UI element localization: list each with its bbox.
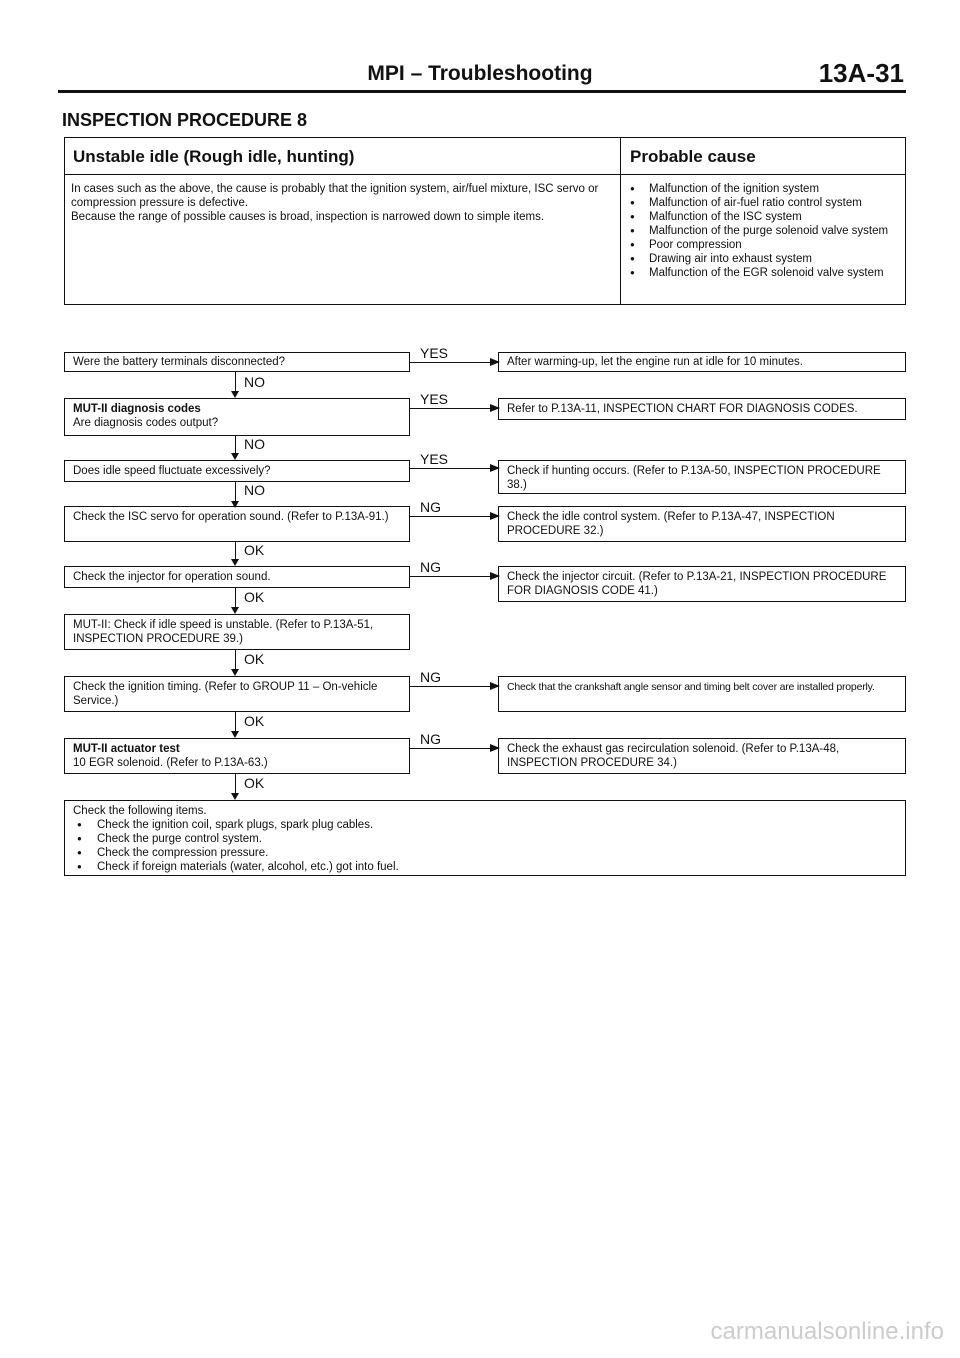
branch-label-ng: NG [420, 559, 441, 575]
flow-arrow-down [235, 588, 236, 612]
branch-label-ng: NG [420, 499, 441, 515]
branch-label-yes: YES [420, 451, 449, 467]
step-ignition-timing: Check the ignition timing. (Refer to GROUP 11 – On-vehicle Service.) [64, 676, 410, 712]
final-intro: Check the following items. [73, 805, 207, 817]
result-crank-sensor-check: Check that the crankshaft angle sensor and timing belt cover are installed properly. [498, 676, 906, 712]
branch-label-yes: YES [420, 391, 449, 407]
ng-arrow [410, 516, 498, 517]
cause-item: ● Poor compression [627, 238, 903, 252]
branch-label-no: NO [244, 482, 265, 498]
branch-label-no: NO [244, 436, 265, 452]
yes-arrow [410, 468, 498, 469]
flow-arrow-down [235, 712, 236, 736]
page-header-title: MPI – Troubleshooting [367, 62, 593, 85]
branch-label-yes: YES [420, 345, 449, 361]
final-check-item: ● Check the compression pressure. [73, 846, 897, 860]
result-injector-circuit: Check the injector circuit. (Refer to P.13A-21, INSPECTION PROCEDURE FOR DIAGNOSIS CODE 41.) [498, 566, 906, 602]
watermark: carmanualsonline.info [710, 1318, 944, 1345]
branch-label-ok: OK [244, 775, 265, 791]
ng-arrow [410, 748, 498, 749]
flow-arrow-down [235, 650, 236, 674]
symptom-heading: Unstable idle (Rough idle, hunting) [73, 147, 355, 166]
cause-item: ● Malfunction of the ignition system [627, 182, 903, 196]
branch-label-ng: NG [420, 731, 441, 747]
final-check-item: ● Check if foreign materials (water, alcohol, etc.) got into fuel. [73, 860, 897, 874]
cause-heading: Probable cause [630, 147, 756, 166]
flow-arrow-down [235, 372, 236, 396]
ng-arrow [410, 576, 498, 577]
final-check-item: ● Check the ignition coil, spark plugs, spark plug cables. [73, 818, 897, 832]
cause-item: ● Malfunction of the EGR solenoid valve system [627, 266, 903, 280]
flow-arrow-down [235, 774, 236, 798]
description-line-1: In cases such as the above, the cause is probably that the ignition system, air/fuel mixture, ISC servo or compression pressure is defective. [71, 183, 599, 209]
cause-item: ● Malfunction of the purge solenoid valve system [627, 224, 903, 238]
result-idle-control: Check the idle control system. (Refer to P.13A-47, INSPECTION PROCEDURE 32.) [498, 506, 906, 542]
yes-arrow [410, 362, 498, 363]
step-actuator-test [64, 738, 410, 774]
description-line-2: Because the range of possible causes is broad, inspection is narrowed down to simple items. [71, 211, 545, 223]
yes-arrow [410, 408, 498, 409]
header-rule [58, 90, 906, 93]
cause-item: ● Malfunction of air-fuel ratio control system [627, 196, 903, 210]
cause-item: ● Malfunction of the ISC system [627, 210, 903, 224]
branch-label-ok: OK [244, 713, 265, 729]
step-diagnosis-codes [64, 398, 410, 436]
probable-cause-list [627, 182, 903, 280]
step-idle-fluctuation: Does idle speed fluctuate excessively? [64, 460, 410, 482]
symptom-table [64, 137, 906, 305]
step-idle-speed-unstable: MUT-II: Check if idle speed is unstable. (Refer to P.13A-51, INSPECTION PROCEDURE 39.) [64, 614, 410, 650]
flow-arrow-down [235, 542, 236, 564]
result-hunting-check: Check if hunting occurs. (Refer to P.13A-50, INSPECTION PROCEDURE 38.) [498, 460, 906, 494]
final-checks-box [64, 800, 906, 876]
flow-arrow-down [235, 436, 236, 458]
cause-item: ● Drawing air into exhaust system [627, 252, 903, 266]
final-check-list [73, 818, 897, 874]
result-warm-up-idle: After warming-up, let the engine run at idle for 10 minutes. [498, 352, 906, 372]
step-title: MUT-II actuator test [73, 743, 180, 755]
step-isc-servo: Check the ISC servo for operation sound. (Refer to P.13A-91.) [64, 506, 410, 542]
branch-label-ok: OK [244, 542, 265, 558]
procedure-title: INSPECTION PROCEDURE 8 [62, 110, 308, 130]
branch-label-ng: NG [420, 669, 441, 685]
page-number: 13A-31 [818, 58, 904, 88]
step-text: 10 EGR solenoid. (Refer to P.13A-63.) [73, 757, 268, 769]
branch-label-ok: OK [244, 589, 265, 605]
step-battery-check: Were the battery terminals disconnected? [64, 352, 410, 372]
result-egr-solenoid: Check the exhaust gas recirculation solenoid. (Refer to P.13A-48, INSPECTION PROCEDURE 34.) [498, 738, 906, 774]
table-column-divider [620, 138, 621, 304]
symptom-description [71, 182, 616, 224]
final-check-item: ● Check the purge control system. [73, 832, 897, 846]
table-header-divider [65, 174, 905, 175]
branch-label-ok: OK [244, 651, 265, 667]
branch-label-no: NO [244, 374, 265, 390]
step-text: Are diagnosis codes output? [73, 417, 219, 429]
result-diagnosis-chart: Refer to P.13A-11, INSPECTION CHART FOR DIAGNOSIS CODES. [498, 398, 906, 420]
step-injector-sound: Check the injector for operation sound. [64, 566, 410, 588]
ng-arrow [410, 686, 498, 687]
step-title: MUT-II diagnosis codes [73, 403, 201, 415]
flow-arrow-down [235, 482, 236, 506]
